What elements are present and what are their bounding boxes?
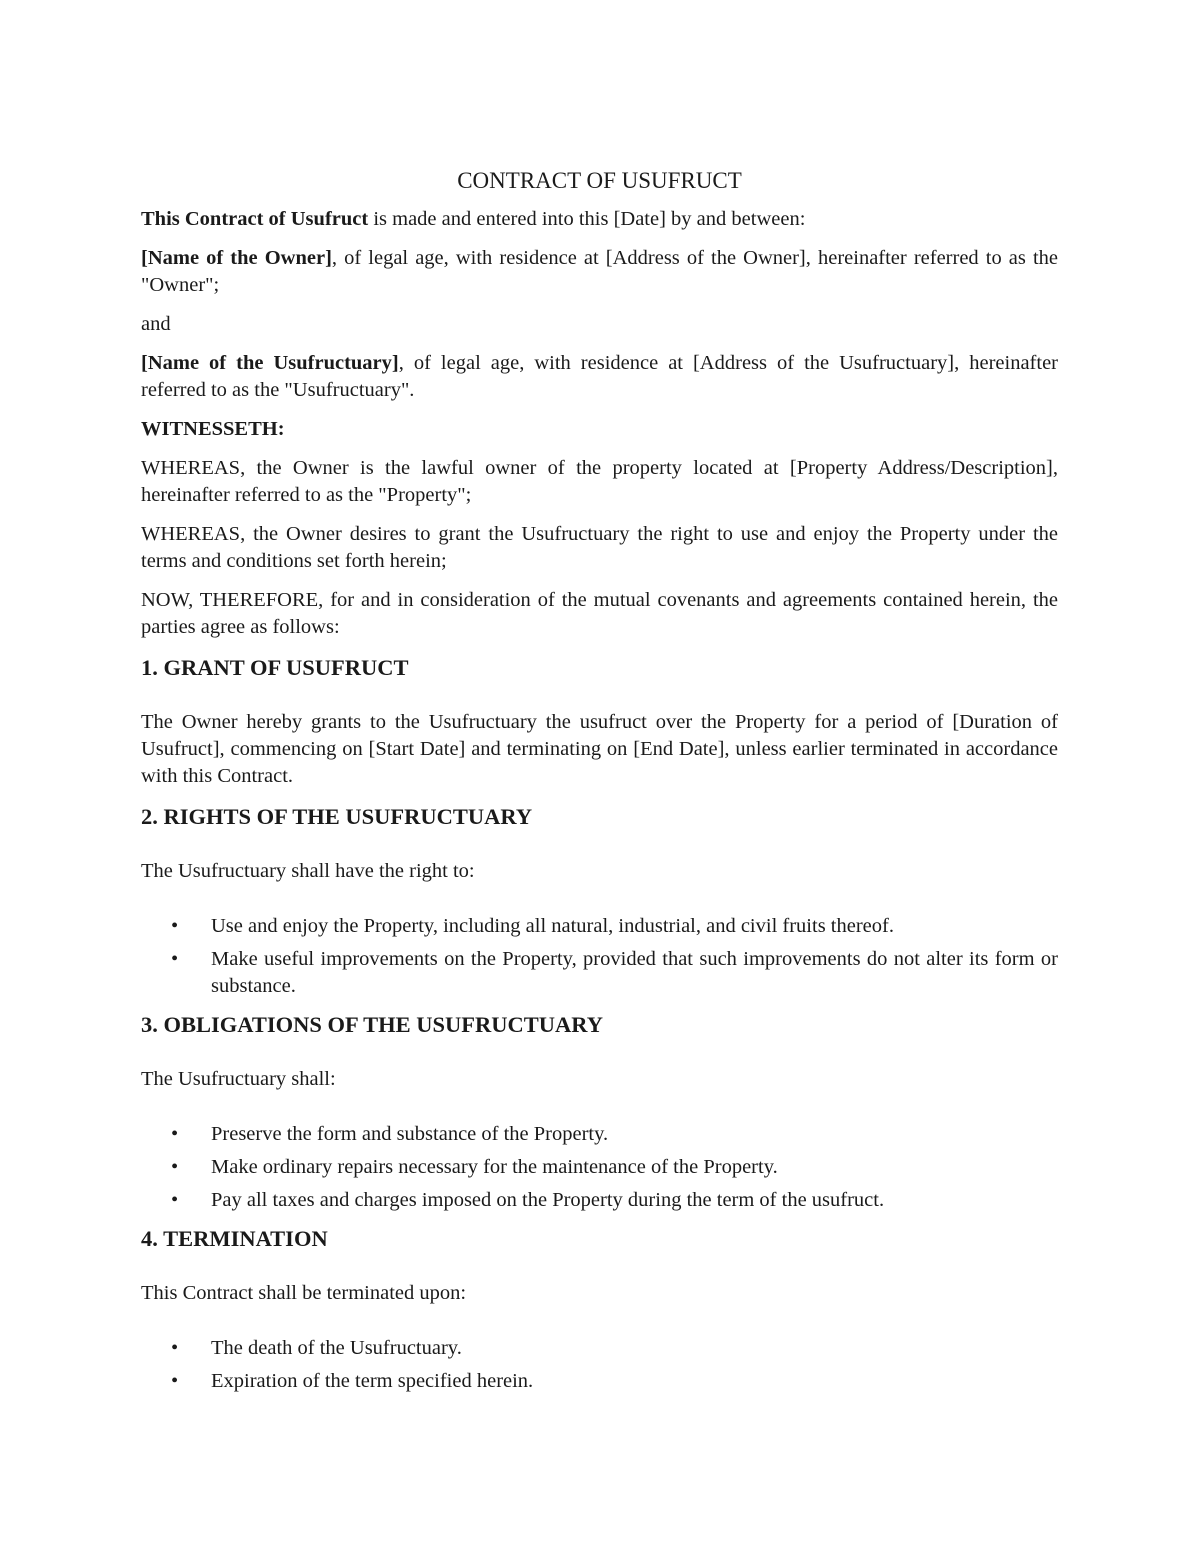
list-item bbox=[141, 1335, 1058, 1362]
bullet-icon: • bbox=[171, 1156, 179, 1178]
bullet-icon: • bbox=[171, 915, 179, 937]
section-body-grant: The Owner hereby grants to the Usufructuary the usufruct over the Property for a period of [Duration of Usufruct], commencing on [Start Date] and terminating on [End Date], unless earlier terminated in accordance with this Contract. bbox=[141, 711, 1058, 787]
section-intro-termination: This Contract shall be terminated upon: bbox=[141, 1282, 467, 1304]
list-item-text: The death of the Usufructuary. bbox=[211, 1337, 462, 1359]
owner-name: [Name of the Owner] bbox=[141, 247, 332, 269]
bullet-icon: • bbox=[171, 948, 179, 970]
list-item bbox=[141, 946, 1058, 1000]
whereas-paragraph-1: WHEREAS, the Owner is the lawful owner of the property located at [Property Address/Description], hereinafter referred to as the "Property"; bbox=[141, 457, 1058, 506]
intro-bold: This Contract of Usufruct bbox=[141, 208, 369, 230]
list-item-text: Preserve the form and substance of the Property. bbox=[211, 1123, 609, 1145]
owner-text: , of legal age, with residence at [Address of the Owner], hereinafter referred to as the "Owner"; bbox=[141, 247, 1058, 296]
usufructuary-name: [Name of the Usufructuary] bbox=[141, 352, 399, 374]
section-heading-obligations: 3. OBLIGATIONS OF THE USUFRUCTUARY bbox=[141, 1012, 603, 1037]
now-therefore-paragraph: NOW, THEREFORE, for and in consideration of the mutual covenants and agreements contained herein, the parties agree as follows: bbox=[141, 589, 1058, 638]
whereas-paragraph-2: WHEREAS, the Owner desires to grant the Usufructuary the right to use and enjoy the Property under the terms and conditions set forth herein; bbox=[141, 523, 1058, 572]
bullet-icon: • bbox=[171, 1123, 179, 1145]
bullet-icon: • bbox=[171, 1337, 179, 1359]
intro-text: is made and entered into this [Date] by and between: bbox=[368, 208, 806, 230]
list-item bbox=[141, 1121, 1058, 1148]
bullet-icon: • bbox=[171, 1189, 179, 1211]
section-intro-rights: The Usufructuary shall have the right to: bbox=[141, 860, 475, 882]
obligations-list bbox=[141, 1121, 1058, 1214]
section-intro-obligations: The Usufructuary shall: bbox=[141, 1068, 336, 1090]
intro-paragraph bbox=[141, 206, 1058, 233]
list-item bbox=[141, 1154, 1058, 1181]
section-heading-rights: 2. RIGHTS OF THE USUFRUCTUARY bbox=[141, 804, 533, 829]
list-item-text: Expiration of the term specified herein. bbox=[211, 1370, 534, 1392]
witnesseth-heading: WITNESSETH: bbox=[141, 418, 285, 440]
usufructuary-paragraph bbox=[141, 350, 1058, 404]
document-page bbox=[141, 166, 1058, 1405]
section-heading-termination: 4. TERMINATION bbox=[141, 1226, 328, 1251]
document-title: CONTRACT OF USUFRUCT bbox=[457, 168, 742, 193]
list-item bbox=[141, 913, 1058, 940]
section-heading-grant: 1. GRANT OF USUFRUCT bbox=[141, 655, 409, 680]
rights-list bbox=[141, 913, 1058, 1000]
usufructuary-text: , of legal age, with residence at [Address of the Usufructuary], hereinafter referred to as the "Usufructuary". bbox=[141, 352, 1058, 401]
bullet-icon: • bbox=[171, 1370, 179, 1392]
list-item-text: Pay all taxes and charges imposed on the Property during the term of the usufruct. bbox=[211, 1189, 885, 1211]
and-line: and bbox=[141, 313, 171, 335]
list-item bbox=[141, 1187, 1058, 1214]
list-item-text: Make useful improvements on the Property, provided that such improvements do not alter its form or substance. bbox=[211, 948, 1058, 997]
termination-list bbox=[141, 1335, 1058, 1395]
list-item-text: Use and enjoy the Property, including all natural, industrial, and civil fruits thereof. bbox=[211, 915, 894, 937]
owner-paragraph bbox=[141, 245, 1058, 299]
list-item-text: Make ordinary repairs necessary for the maintenance of the Property. bbox=[211, 1156, 778, 1178]
list-item bbox=[141, 1368, 1058, 1395]
